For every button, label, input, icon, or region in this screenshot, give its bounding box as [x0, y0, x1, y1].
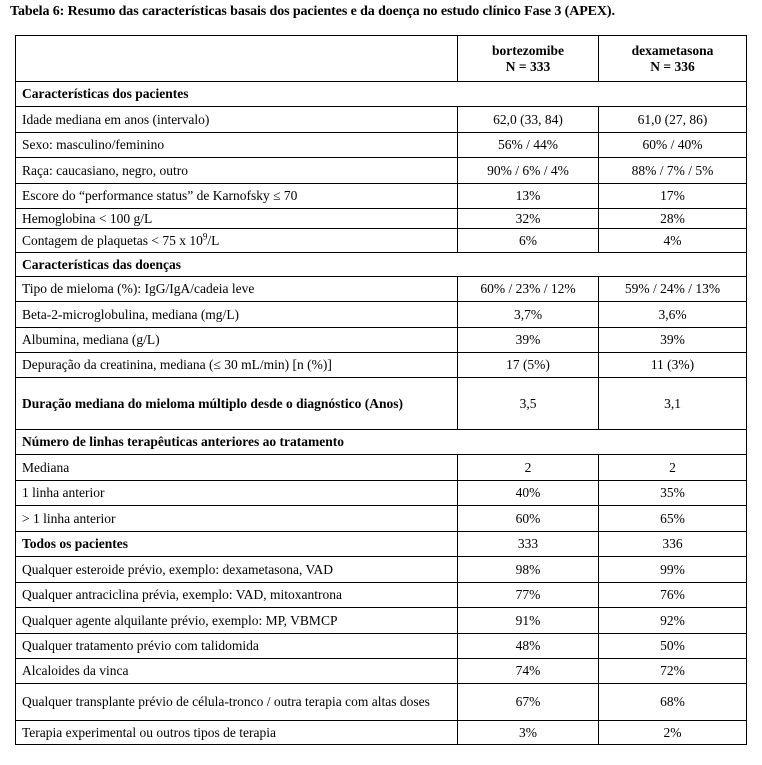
header-empty-cell [16, 36, 458, 82]
cell-dexamethasone: 3,1 [599, 378, 747, 430]
cell-bortezomib: 62,0 (33, 84) [458, 107, 599, 133]
cell-bortezomib: 98% [458, 557, 599, 583]
cell-bortezomib: 39% [458, 328, 599, 353]
cell-dexamethasone: 92% [599, 608, 747, 634]
cell-dexamethasone: 35% [599, 481, 747, 506]
table-row [16, 455, 747, 481]
header-dexamethasone-name: dexametasona [631, 42, 714, 58]
cell-bortezomib: 32% [458, 209, 599, 229]
row-label: 1 linha anterior [16, 481, 458, 506]
table-row [16, 328, 747, 353]
cell-bortezomib: 17 (5%) [458, 353, 599, 378]
table-caption: Tabela 6: Resumo das características basais dos pacientes e da doença no estudo clínico Fase 3 (APEX). [10, 4, 615, 19]
cell-bortezomib: 3% [458, 721, 599, 745]
cell-bortezomib: 74% [458, 659, 599, 684]
row-label: Beta-2-microglobulina, mediana (mg/L) [16, 302, 458, 328]
row-label: Qualquer antraciclina prévia, exemplo: VAD, mitoxantrona [16, 583, 458, 608]
cell-bortezomib: 48% [458, 634, 599, 659]
baseline-characteristics-table [15, 35, 747, 745]
row-label: Raça: caucasiano, negro, outro [16, 158, 458, 184]
cell-dexamethasone: 88% / 7% / 5% [599, 158, 747, 184]
section-disease: Características das doenças [16, 253, 747, 277]
cell-dexamethasone: 4% [599, 229, 747, 253]
row-label: Hemoglobina < 100 g/L [16, 209, 458, 229]
table-row [16, 378, 747, 430]
cell-bortezomib: 60% / 23% / 12% [458, 277, 599, 302]
cell-bortezomib: 67% [458, 684, 599, 721]
table-row [16, 659, 747, 684]
cell-dexamethasone: 59% / 24% / 13% [599, 277, 747, 302]
table-row [16, 583, 747, 608]
table-row [16, 184, 747, 209]
cell-dexamethasone: 17% [599, 184, 747, 209]
table-row [16, 532, 747, 557]
cell-dexamethasone: 50% [599, 634, 747, 659]
row-label: Depuração da creatinina, mediana (≤ 30 mL/min) [n (%)] [16, 353, 458, 378]
table-row [16, 209, 747, 229]
cell-dexamethasone: 99% [599, 557, 747, 583]
row-label: Tipo de mieloma (%): IgG/IgA/cadeia leve [16, 277, 458, 302]
cell-bortezomib: 2 [458, 455, 599, 481]
table-row [16, 107, 747, 133]
cell-dexamethasone: 76% [599, 583, 747, 608]
section-row [16, 253, 747, 277]
table-row [16, 684, 747, 721]
table-row [16, 634, 747, 659]
section-patients: Características dos pacientes [16, 82, 747, 107]
row-label: Idade mediana em anos (intervalo) [16, 107, 458, 133]
table-row [16, 608, 747, 634]
cell-bortezomib: 40% [458, 481, 599, 506]
cell-bortezomib: 3,7% [458, 302, 599, 328]
table-row [16, 721, 747, 745]
row-label: Todos os pacientes [16, 532, 458, 557]
cell-bortezomib: 3,5 [458, 378, 599, 430]
row-label: Escore do “performance status” de Karnofsky ≤ 70 [16, 184, 458, 209]
header-bortezomib-name: bortezomibe [492, 42, 564, 58]
cell-dexamethasone: 61,0 (27, 86) [599, 107, 747, 133]
cell-dexamethasone: 39% [599, 328, 747, 353]
cell-dexamethasone: 336 [599, 532, 747, 557]
row-label: Qualquer esteroide prévio, exemplo: dexametasona, VAD [16, 557, 458, 583]
row-label-superscript: 9 [202, 231, 208, 241]
table-row [16, 557, 747, 583]
table-row [16, 133, 747, 158]
header-dexamethasone [599, 36, 747, 82]
table-row [16, 506, 747, 532]
row-label [16, 229, 458, 253]
cell-dexamethasone: 28% [599, 209, 747, 229]
cell-dexamethasone: 2 [599, 455, 747, 481]
header-dexamethasone-n: N = 336 [650, 58, 695, 74]
cell-bortezomib: 60% [458, 506, 599, 532]
cell-dexamethasone: 65% [599, 506, 747, 532]
row-label: Qualquer transplante prévio de célula-tronco / outra terapia com altas doses [16, 684, 458, 721]
section-prior-lines: Número de linhas terapêuticas anteriores ao tratamento [16, 430, 747, 455]
table-row [16, 229, 747, 253]
cell-dexamethasone: 11 (3%) [599, 353, 747, 378]
cell-bortezomib: 77% [458, 583, 599, 608]
cell-bortezomib: 333 [458, 532, 599, 557]
cell-bortezomib: 13% [458, 184, 599, 209]
row-label: Qualquer agente alquilante prévio, exemplo: MP, VBMCP [16, 608, 458, 634]
row-label: > 1 linha anterior [16, 506, 458, 532]
header-bortezomib [458, 36, 599, 82]
section-row [16, 430, 747, 455]
cell-bortezomib: 56% / 44% [458, 133, 599, 158]
row-label: Duração mediana do mieloma múltiplo desde o diagnóstico (Anos) [16, 378, 458, 430]
table-row [16, 302, 747, 328]
section-row [16, 82, 747, 107]
cell-bortezomib: 6% [458, 229, 599, 253]
row-label: Sexo: masculino/feminino [16, 133, 458, 158]
cell-dexamethasone: 72% [599, 659, 747, 684]
cell-dexamethasone: 3,6% [599, 302, 747, 328]
table-row [16, 277, 747, 302]
cell-dexamethasone: 68% [599, 684, 747, 721]
cell-bortezomib: 90% / 6% / 4% [458, 158, 599, 184]
cell-bortezomib: 91% [458, 608, 599, 634]
row-label: Terapia experimental ou outros tipos de terapia [16, 721, 458, 745]
table-row [16, 158, 747, 184]
row-label: Alcaloides da vinca [16, 659, 458, 684]
table-row [16, 353, 747, 378]
table-header-row [16, 36, 747, 82]
row-label: Qualquer tratamento prévio com talidomida [16, 634, 458, 659]
cell-dexamethasone: 60% / 40% [599, 133, 747, 158]
table-row [16, 481, 747, 506]
row-label: Mediana [16, 455, 458, 481]
cell-dexamethasone: 2% [599, 721, 747, 745]
header-bortezomib-n: N = 333 [505, 58, 551, 74]
row-label-unit: /L [207, 232, 220, 248]
row-label-text: Contagem de plaquetas < 75 x 10 [22, 232, 203, 248]
row-label: Albumina, mediana (g/L) [16, 328, 458, 353]
